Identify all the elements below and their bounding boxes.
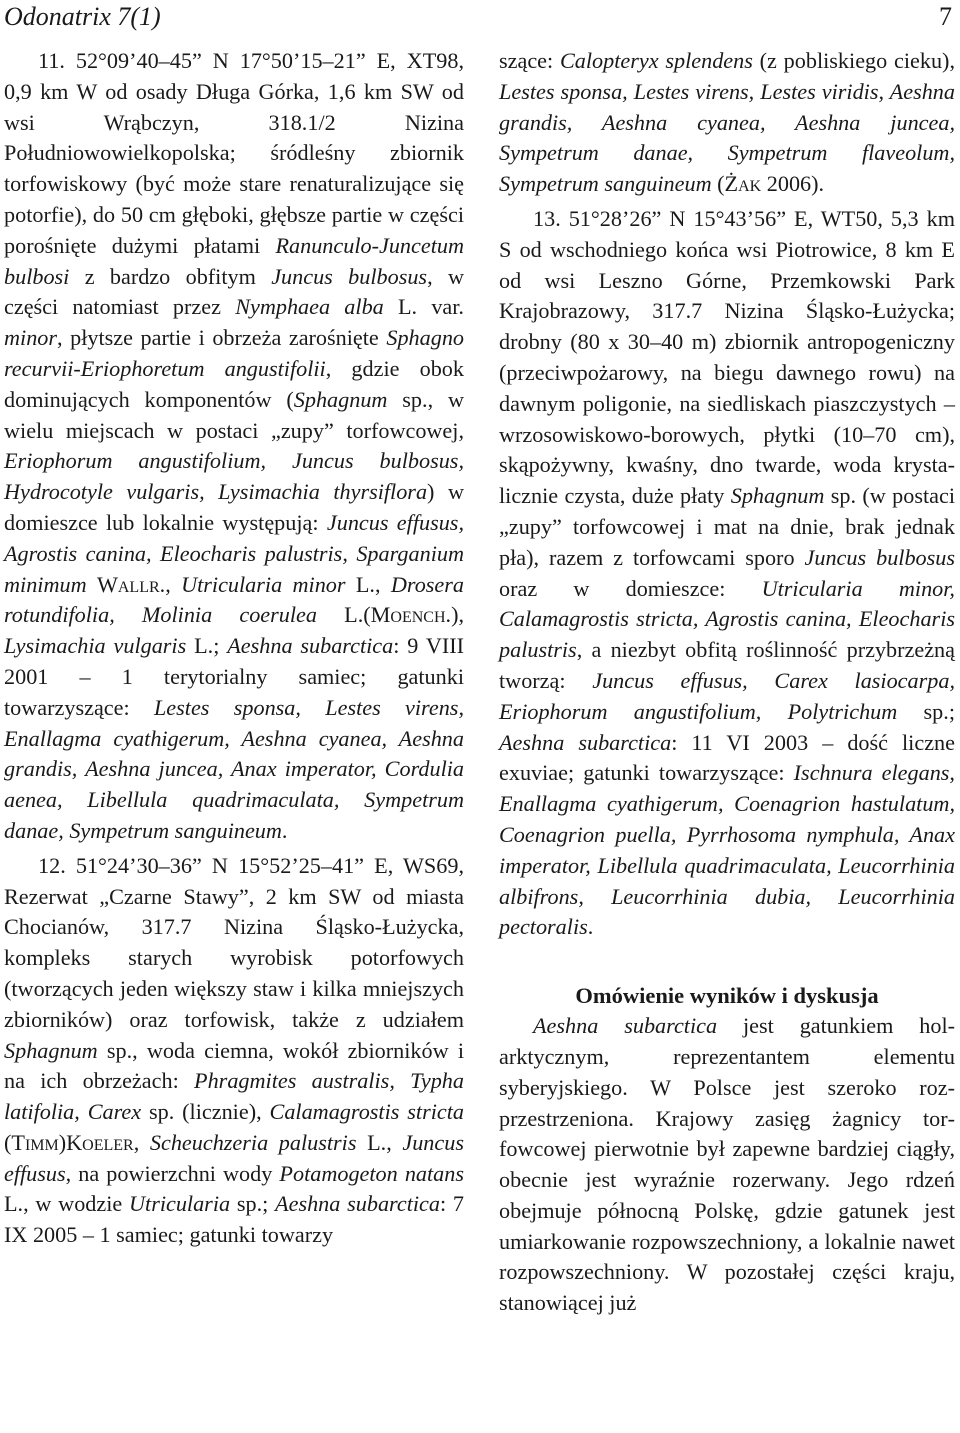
site-11-paragraph: 11. 52°09’40–45” N 17°50’15–21” E, XT98, 0,9 km W od osady Długa Górka, 1,6 km SW od wsi Wrąbczyn, 318.1/2 Nizina Południowowielkopolska; śródleśny zbiornik torfowiskowy (być może stare renaturalizujące się potorfie), do 50 cm głęboki, głębsze partie w części porośnięte dużymi płatami Ranunculo-Juncetum bulbosi z bardzo obfitym Juncus bulbosus, w części natomiast przez Nymphaea alba L. var. minor, płytsze partie i obrzeża zarośnięte Sphagno recurvii-Eriophoretum angustifolii, gdzie obok dominujących komponentów (Sphagnum sp., w wielu miejscach w postaci „zupy” torfowcowej, Eriophorum angustifolium, Juncus bulbosus, Hydrocotyle vulgaris, Lysimachia thyrsiflora) w domieszce lub lokalnie występują: Juncus effusus, Agrostis canina, Eleocharis palustris, Sparganium minimum Wallr., Utricularia minor L., Drosera rotundifolia, Molinia coerulea L.(Moench.), Lysimachia vulgaris L.; Aeshna subarctica: 9 VIII 2001 – 1 terytorialny samiec; gatunki towarzyszące: Lestes sponsa, Lestes virens, Enallagma cyathigerum, Aeshna cyanea, Aeshna grandis, Aeshna juncea, Anax imperator, Cordulia aenea, Libellula quadrimaculata, Sympetrum danae, Sympetrum sanguineum. (4, 48, 465, 843)
journal-title: Odonatrix 7(1) (4, 2, 161, 31)
left-column (4, 46, 464, 1251)
right-column (499, 46, 955, 1319)
site-12-continuation: szące: Calopteryx splendens (z pobliskiego cieku), Lestes sponsa, Lestes virens, Lestes viridis, Aeshna grandis, Aeshna cyanea, Aeshna juncea, Sympetrum danae, Sympetrum flaveolum, Sympetrum sanguineum (Żak 2006). (499, 48, 955, 197)
discussion-paragraph: Aeshna subarctica jest gatunkiem holarktycznym, reprezentantem elementu syberyjskiego. W Polsce jest szeroko rozprzestrzeniona. Krajowy zasięg żagnicy torfowcowej pierwotnie był zapewne bardziej ciągły, obecnie jest wyraźnie rozerwany. Jego rdzeń obejmuje północną Polskę, gdzie gatunek jest umiarkowanie rozpowszechniony, a lokalnie nawet rozpowszechniony. W pozostałej części kraju, stanowiącej już (499, 1013, 955, 1316)
site-13-paragraph: 13. 51°28’26” N 15°43’56” E, WT50, 5,3 km S od wschodniego końca wsi Piotrowice, 8 km E od wsi Leszno Górne, Przemkowski Park Krajobrazowy, 317.7 Nizina Śląsko-Łużycka; drobny (80 x 30–40 m) zbiornik antropogeniczny (przeciwpożarowy, na biegu dawnego rowu) na dawnym poligonie, na siedliskach piaszczystych – wrzosowiskowo-borowych, płytki (10–70 cm), skąpożywny, kwaśny, dno twarde, woda krystalicznie czysta, duże płaty Sphagnum sp. (w postaci „zupy” torfowcowej i mat na dnie, brak jednak pła), razem z torfowcami sporo Juncus bulbosus oraz w domieszce: Utricularia minor, Calamagrostis stricta, Agrostis canina, Eleocharis palustris, a niezbyt obfitą roślinność przybrzeżną tworzą: Juncus effusus, Carex lasiocarpa, Eriophorum angustifolium, Polytrichum sp.; Aeshna subarctica: 11 VI 2003 – dość liczne exuviae; gatunki towarzyszące: Ischnura elegans, Enallagma cyathigerum, Coenagrion hastulatum, Coenagrion puella, Pyrrhosoma nymphula, Anax imperator, Libellula quadrimaculata, Leucorrhinia albifrons, Leucorrhinia dubia, Leucorrhinia pectoralis. (499, 205, 956, 940)
page-number: 7 (939, 2, 952, 31)
section-heading: Omówienie wyników i dyskusja (575, 983, 879, 1009)
page-header (0, 0, 960, 40)
site-12-paragraph: 12. 51°24’30–36” N 15°52’25–41” E, WS69, Rezerwat „Czarne Stawy”, 2 km SW od miasta Chocianów, 317.7 Nizina Śląsko-Łużycka, kompleks starych wyrobisk potorfowych (tworzących jeden większy staw i kilka mniejszych zbiorników) oraz torfowisk, także z udziałem Sphagnum sp., woda ciemna, wokół zbiorników i na ich obrzeżach: Phragmites australis, Typha latifolia, Carex sp. (licznie), Calamagrostis stricta (Timm)Koeler, Scheuchzeria palustris L., Juncus effusus, na powierzchni wody Potamogeton natans L., w wodzie Utricularia sp.; Aeshna subarctica: 7 IX 2005 – 1 samiec; gatunki towarzy (4, 852, 464, 1248)
